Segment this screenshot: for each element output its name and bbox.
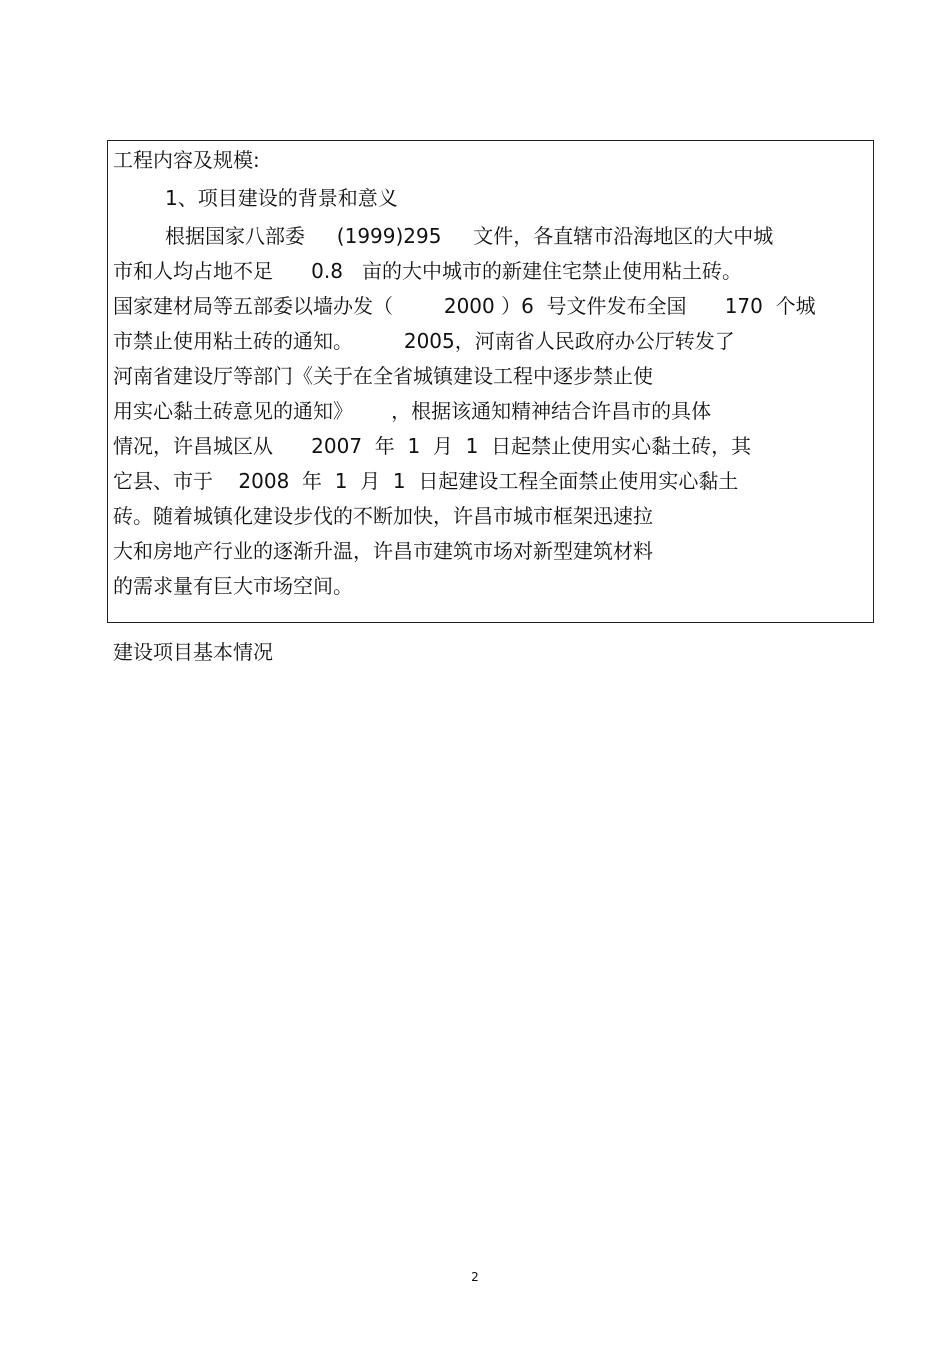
section-title: 1、项目建设的背景和意义 (165, 186, 398, 210)
footer-heading: 建设项目基本情况 (113, 640, 273, 664)
body-line-8: 它县、市于 2008 年 1 月 1 日起建设工程全面禁止使用实心黏土 (113, 469, 739, 493)
page-number: 2 (471, 1270, 479, 1284)
body-line-2: 市和人均占地不足 0.8 亩的大中城市的新建住宅禁止使用粘土砖。 (113, 259, 743, 283)
body-line-4: 市禁止使用粘土砖的通知。 2005，河南省人民政府办公厅转发了 (113, 329, 735, 353)
body-line-11: 的需求量有巨大市场空间。 (113, 574, 353, 598)
body-line-1: 根据国家八部委 (1999)295 文件，各直辖市沿海地区的大中城 (165, 224, 774, 248)
body-line-5: 河南省建设厅等部门《关于在全省城镇建设工程中逐步禁止使 (113, 364, 653, 388)
body-line-10: 大和房地产行业的逐渐升温，许昌市建筑市场对新型建筑材料 (113, 539, 653, 563)
body-line-9: 砖。随着城镇化建设步伐的不断加快，许昌市城市框架迅速拉 (113, 504, 653, 528)
box-heading: 工程内容及规模: (113, 148, 260, 172)
body-line-7: 情况，许昌城区从 2007 年 1 月 1 日起禁止使用实心黏土砖，其 (113, 434, 752, 458)
body-line-6: 用实心黏土砖意见的通知》 ，根据该通知精神结合许昌市的具体 (113, 399, 712, 423)
body-line-3: 国家建材局等五部委以墙办发（ 2000 ）6 号文件发布全国 170 个城 (113, 294, 816, 318)
